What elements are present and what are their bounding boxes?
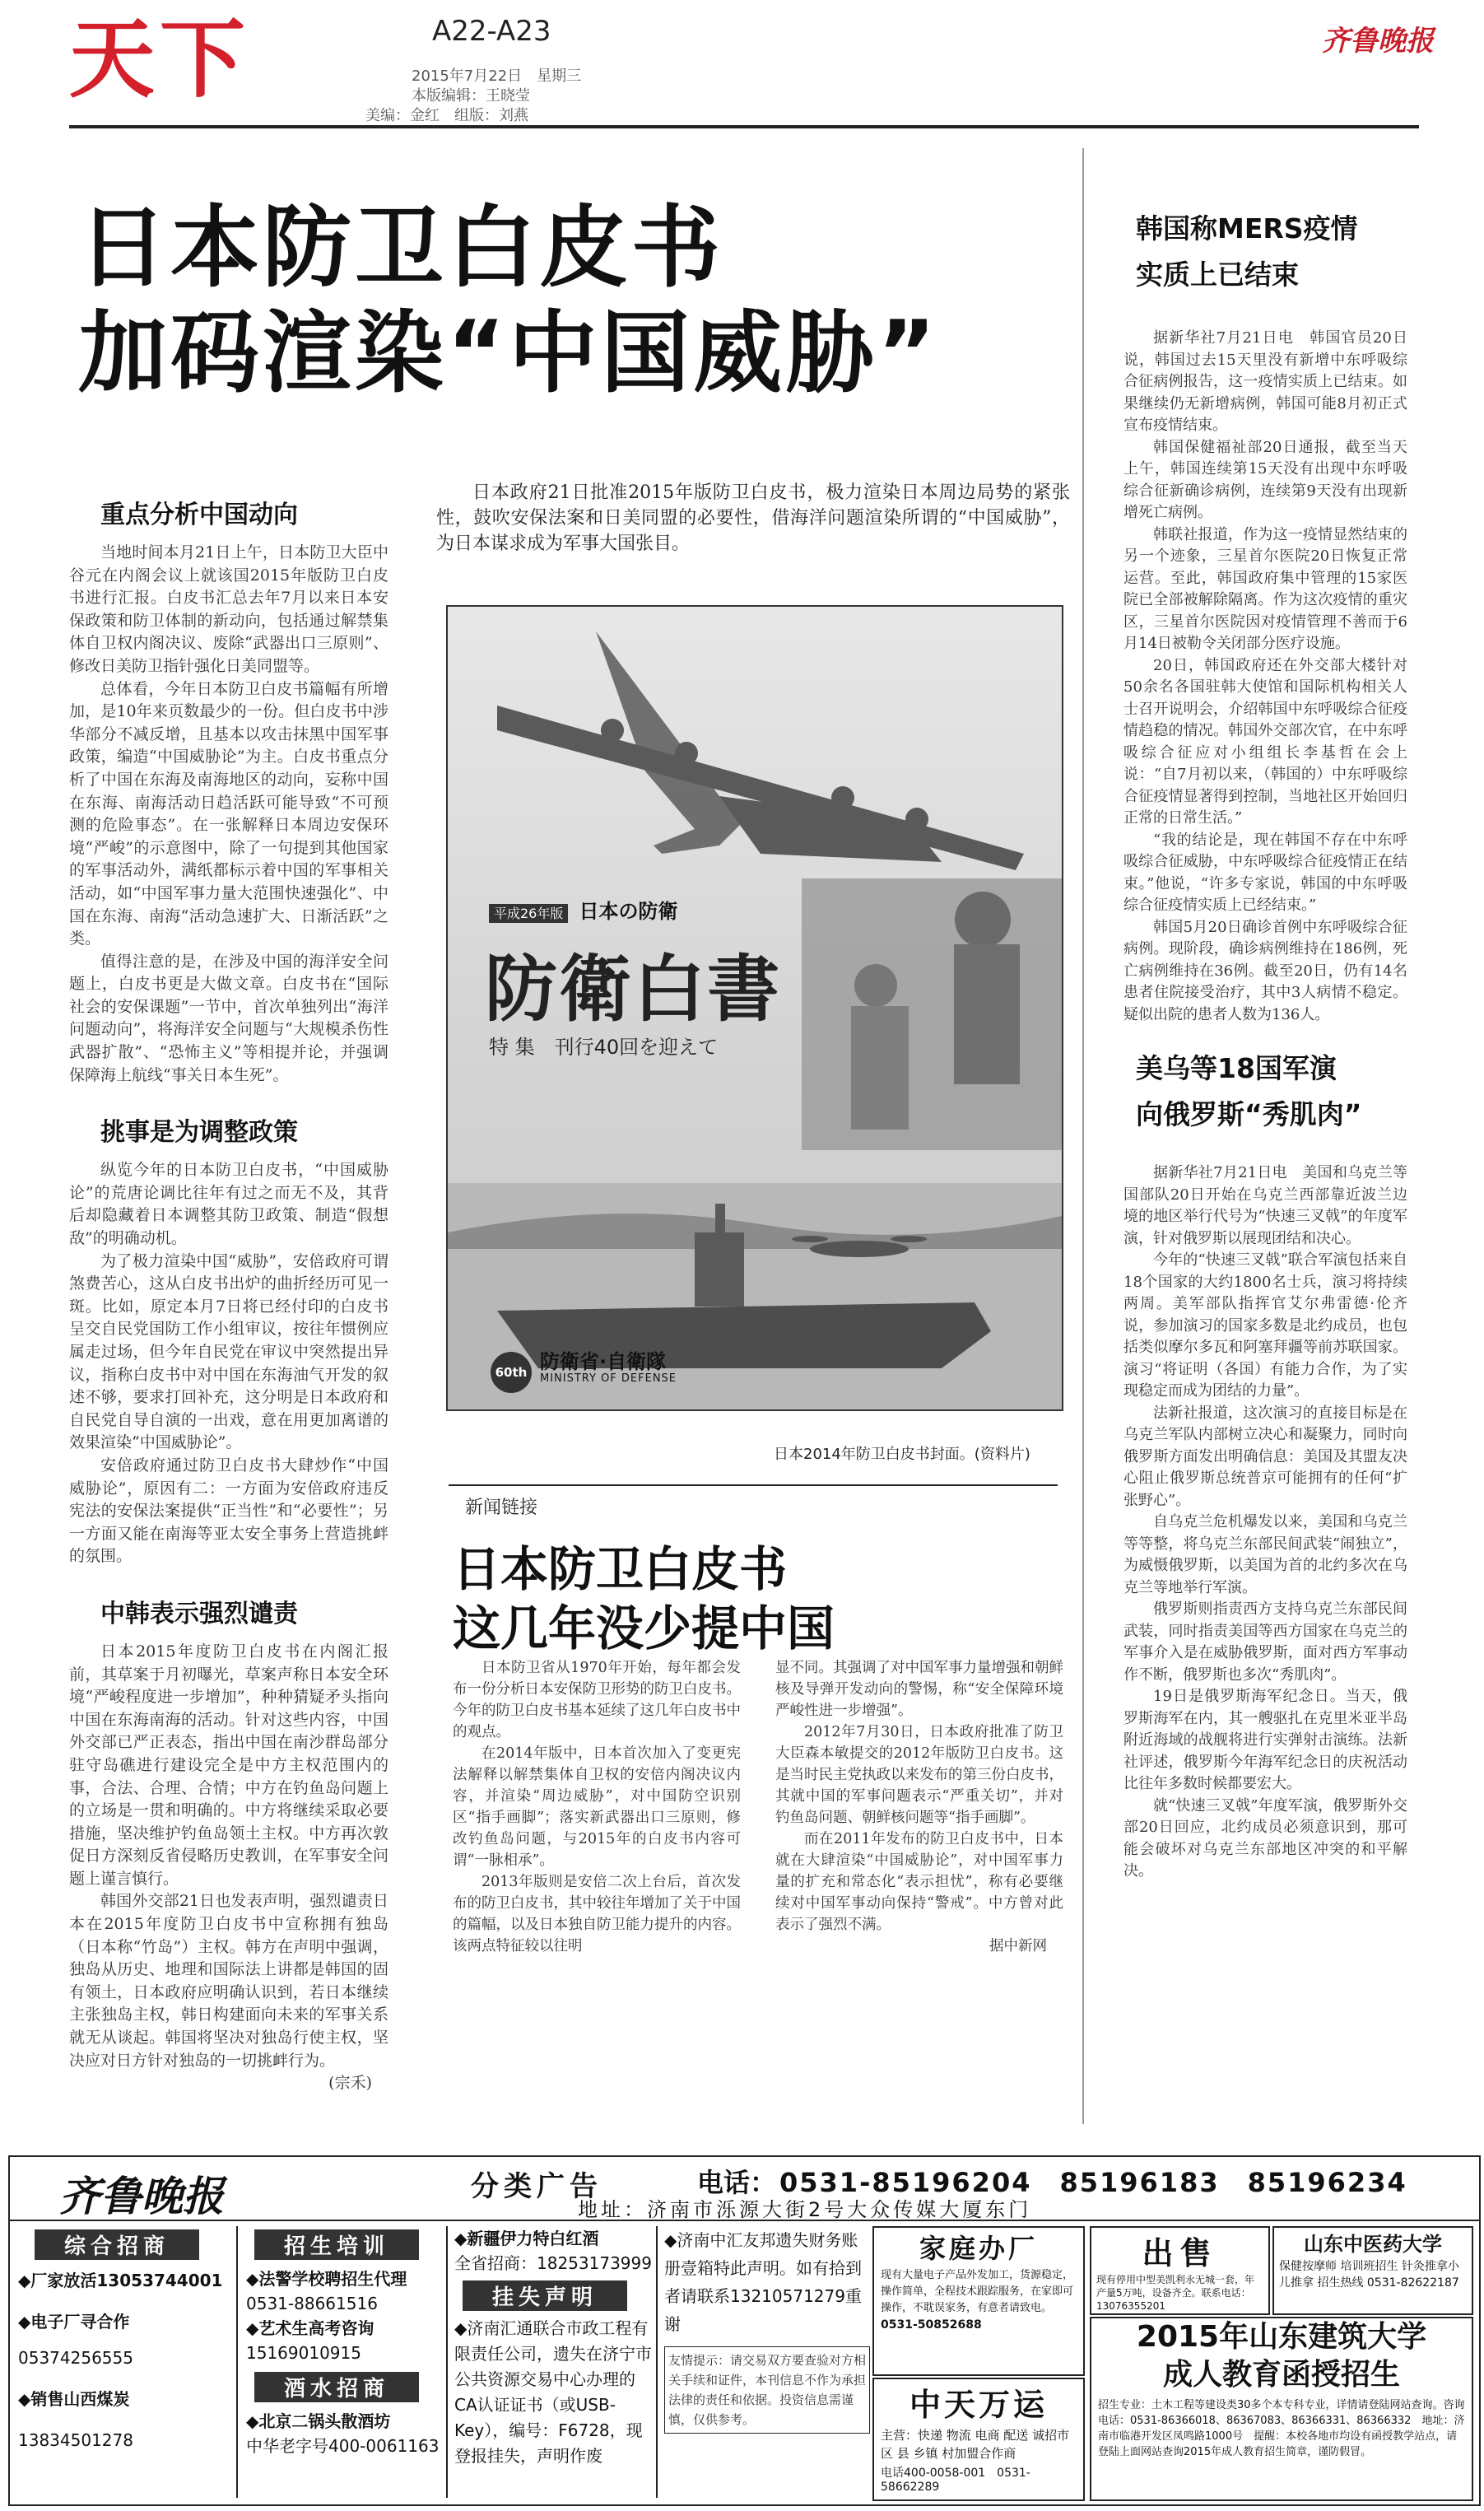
paragraph: 值得注意的是，在涉及中国的海洋安全问题上，白皮书更是大做文章。白皮书在“国际社会的安保课题”一节中，首次单独列出“海洋问题动向”，将海洋安全问题与“大规模杀伤性武器扩散”、“恐怖主义”等相提并论，并强调保障海上航线“事关日本生死”。 [69, 952, 388, 1084]
paragraph: 2012年7月30日，日本政府批准了防卫大臣森本敏提交的2012年版防卫白皮书。这是当时民主党执政以来发布的第三份白皮书，其就中国的军事问题表示“严重关切”，并对钓鱼岛问题、朝鲜核问题等“指手画脚”。 [775, 1724, 1063, 1826]
news-link-credit: 据中新网 [989, 1938, 1047, 1954]
section-1-body [69, 542, 388, 1087]
issue-date: 2015年7月22日 星期三 [412, 68, 582, 85]
paragraph: 为了极力渲染中国“威胁”，安倍政府可谓煞费苦心，这从白皮书出炉的曲折经历可见一斑。比如，原定本月7日将已经付印的白皮书呈交自民党国防工作小组审议，按往年惯例应属走过场，但今年自民党在审议中突然提出异议，指称白皮书中对中国在东海油气开发的叙述不够，要求打回补充，这分明是日本政府和自民党自导自演的一出戏，意在用更加离谱的效果渲染“中国威胁论”。 [69, 1251, 388, 1452]
ad-item: ◆法警学校聘招生代理 [246, 2269, 407, 2289]
ad-box-tcm [1272, 2226, 1473, 2315]
section-heading-3: 中韩表示强烈谴责 [100, 1599, 298, 1628]
section-title: 天下 [69, 9, 251, 109]
ad-header-title: 分类广告 [471, 2170, 602, 2203]
headline-line-1: 日本防卫白皮书 [78, 197, 724, 300]
paragraph: 19日是俄罗斯海军纪念日。当天，俄罗斯海军在内，其一艘驱扎在克里米亚半岛附近海域的战舰将进行实弹射击演练。法新社评述，俄罗斯今年海军纪念日的庆祝活动比往年多数时候都要宏大。 [1123, 1688, 1407, 1792]
ad-box-express [872, 2378, 1085, 2501]
ad-box-jianzhu [1090, 2317, 1473, 2501]
cover-label: 日本の防衛 [579, 900, 678, 923]
paragraph: 据新华社7月21日电 美国和乌克兰等国部队20日开始在乌克兰西部靠近波兰边境的地区举行代号为“快速三叉戟”的年度军演，针对俄罗斯以展现团结和决心。 [1123, 1164, 1407, 1247]
masthead [0, 0, 1484, 124]
paragraph: 而在2011年发布的防卫白皮书中，日本就在大肆渲染“中国威胁论”，对中国军事力量的扩充和常态化“表示担忧”，称有必要继续对中国军事动向保持“警戒”。中方曾对此表示了强烈不满。 [775, 1831, 1063, 1933]
ministry-badge: 60th [491, 1352, 532, 1393]
paragraph: 自乌克兰危机爆发以来，美国和乌克兰等等整，将乌克兰东部民间武装“闹独立”，为威慑俄罗斯，以美国为首的北约多次在乌克兰等地举行军演。 [1123, 1513, 1407, 1596]
ad-item: 0531-88661516 [246, 2294, 378, 2313]
main-headline [78, 196, 1107, 407]
ad-header [10, 2157, 1479, 2221]
ad-item: 13834501278 [18, 2430, 133, 2450]
cover-subtitle: 特 集 刊行40回を迎えて [489, 1036, 719, 1059]
paragraph: 总体看，今年日本防卫白皮书篇幅有所增加，是10年来页数最少的一份。但白皮书中涉华部分不减反增，且基本以攻击抹黑中国军事政策，编造“中国威胁论”为主。白皮书重点分析了中国在东海及南海地区的动向，妄称中国在东海、南海活动日趋活跃可能导致“不可预测的危险事态”。在一张解释日本周边安保环境“严峻”的示意图中，除了一句提到其他国家的军事活动外，满纸都标示着中国的军事相关活动，如“中国军事力量大范围快速强化”、中国在东海、南海“活动急速扩大、日渐活跃”之类。 [69, 679, 388, 948]
paragraph: 法新社报道，这次演习的直接目标是在乌克兰军队内部树立决心和凝聚力，同时向俄罗斯方面发出明确信息：美国及其盟友决心阻止俄罗斯总统普京可能拥有的任何“扩张野心”。 [1123, 1404, 1407, 1509]
editor-credit: 本版编辑：王晓莹 [412, 87, 530, 105]
ad-tip: 友情提示：请交易双方要查验对方相关手续和证件，本刊信息不作为承担法律的责任和依据。投资信息需谨慎，仅供参考。 [664, 2346, 870, 2434]
ad-item: ◆新疆伊力特白红酒 [454, 2229, 599, 2248]
paragraph: 2013年版则是安倍二次上台后，首次发布的防卫白皮书，其中较往年增加了关于中国的篇幅，以及日本独自防卫能力提升的内容。该两点特征较以往明 [453, 1874, 741, 1954]
ad-box-title: 成人教育函授招生 [1162, 2358, 1400, 2392]
ministry-jp: 防衛省·自衛隊 [540, 1350, 667, 1373]
headline-line-2: 加码渲染“中国威胁” [78, 302, 939, 405]
ad-box-body: 现有停用中型美凯利永无城一套，年产量5万吨，设备齐全。联系电话：13076355201 [1096, 2274, 1255, 2312]
ad-phone-label: 电话： [697, 2167, 777, 2198]
ad-box-title: 中天万运 [909, 2387, 1048, 2423]
sidebar-2-title [1136, 1046, 1420, 1138]
sidebar-1-title-line-1: 韩国称MERS疫情 [1136, 212, 1358, 245]
ad-address: 地址：济南市泺源大街2号大众传媒大厦东门 [578, 2198, 1032, 2221]
ad-box-body: 主营：快递 物流 电商 配送 诚招市 区 县 乡镇 村加盟合作商 [881, 2428, 1070, 2461]
paragraph: 在2014年版中，日本首次加入了变更宪法解释以解禁集体自卫权的安倍内阁决议内容，并渲染“周边威胁”，对中国防空识别区“指手画脚”；落实新武器出口三原则，修改钓鱼岛问题，与2015年的白皮书内容可谓“一脉相承”。 [453, 1745, 741, 1869]
news-link-col-2 [775, 1657, 1063, 1957]
paragraph: 韩国外交部21日也发表声明，强烈谴责日本在2015年度防卫白皮书中宣称拥有独岛（日本称“竹岛”）主权。韩方在声明中强调，独岛从历史、地理和国际法上讲都是韩国的固有领土，日本政府应明确认识到，若日本继续主张独岛主权，韩日构建面向未来的军事关系就无从谈起。韩国将坚决对独岛行使主权，坚决应对日方针对独岛的一切挑衅行为。 [69, 1892, 388, 2070]
news-link-tag: 新闻链接 [465, 1498, 538, 1518]
paragraph: 就“快速三叉戟”年度军演，俄罗斯外交部20日回应，北约成员必须意识到，那可能会破坏对乌克兰东部地区冲突的和平解决。 [1123, 1796, 1407, 1880]
sidebar-divider [1082, 148, 1084, 2124]
ad-item: ◆济南中汇友邦遗失财务账册壹箱特此声明。如有拾到者请联系13210571279重谢 [664, 2230, 862, 2334]
ad-item: ◆电子厂寻合作 [18, 2312, 130, 2332]
news-link-rule [449, 1484, 1058, 1486]
ad-item: ◆济南汇通联合市政工程有限责任公司，遗失在济宁市公共资源交易中心办理的CA认证证书（或USB-Key），编号：F6728，现登报挂失，声明作废 [454, 2318, 652, 2466]
sidebar-2-title-line-2: 向俄罗斯“秀肌肉” [1136, 1098, 1362, 1130]
ad-col-notices [446, 2226, 656, 2498]
article-lead: 日本政府21日批准2015年版防卫白皮书，极力渲染日本周边局势的紧张性，鼓吹安保法案和日美同盟的必要性，借海洋问题渲染所谓的“中国威胁”，为日本谋求成为军事大国张目。 [436, 482, 1070, 554]
sidebar-2-body [1123, 1162, 1407, 1883]
paragraph: 日本2015年度防卫白皮书在内阁汇报前，其草案于月初曝光，草案声称日本安全环境“严峻程度进一步增加”，种种猜疑矛头指向中国在东海南海的活动。针对这些内容，中国外交部已严正表态，指出中国在南沙群岛部分驻守岛礁进行建设完全是中方主权范围内的事，合法、合理、合情；中方在钓鱼岛问题上的立场是一贯和明确的。中方将继续采取必要措施，坚决维护钓鱼岛领土主权。中方再次敦促日方深刻反省侵略历史教训，在军事安全问题上谨言慎行。 [69, 1642, 388, 1888]
section-heading-2: 挑事是为调整政策 [100, 1118, 298, 1148]
ad-item: ◆艺术生高考咨询 [246, 2318, 374, 2338]
ad-box-body: 保健按摩师 培训班招生 针灸推拿小儿推拿 招生热线 0531-82622187 [1279, 2260, 1459, 2290]
ad-col-lost [656, 2226, 870, 2498]
ad-item: 15169010915 [246, 2343, 361, 2363]
ad-box-sale [1090, 2226, 1270, 2315]
page-numbers: A22-A23 [432, 15, 551, 48]
sidebar-1-title-line-2: 实质上已结束 [1136, 259, 1299, 291]
paragraph: 20日，韩国政府还在外交部大楼针对50余名各国驻韩大使馆和国际机构相关人士召开说明会，介绍韩国中东呼吸综合征疫情趋稳的情况。韩国外交部次官，在中东呼吸综合征应对小组组长李基哲在会上说：“自7月初以来，（韩国的）中东呼吸综合征疫情显著得到控制，当地社区开始回归正常的日常生活。” [1123, 656, 1407, 827]
ad-box-phone: 0531-50852688 [881, 2318, 982, 2332]
news-link-headline-line-1: 日本防卫白皮书 [453, 1541, 788, 1597]
cover-small-label: 平成26年版 [489, 904, 568, 923]
paragraph: 今年的“快速三叉戟”联合军演包括来自18个国家的大约1800名士兵，演习将持续两周。美军部队指挥官艾尔弗雷德·伦齐说，参加演习的国家多数是北约成员，也包括类似摩尔多瓦和阿塞拜疆等前苏联国家。演习“将证明（各国）有能力合作，为了实现稳定而成为团结的力量”。 [1123, 1251, 1407, 1400]
paragraph: “我的结论是，现在韩国不存在中东呼吸综合征威胁，中东呼吸综合征疫情正在结束。”他说，“许多专家说，韩国的中东呼吸综合征疫情实质上已经结束。” [1123, 831, 1407, 914]
ad-box-title: 2015年山东建筑大学 [1136, 2320, 1427, 2354]
ad-box-home-factory [872, 2226, 1085, 2376]
photo-caption: 日本2014年防卫白皮书封面。(资料片) [774, 1446, 1030, 1463]
ad-item: 全省招商：18253173999 [454, 2253, 652, 2273]
paragraph: 据新华社7月21日电 韩国官员20日说，韩国过去15天里没有新增中东呼吸综合征病例报告，这一疫情实质上已结束。如果继续仍无新增病例，韩国可能8月初正式宣布疫情结束。 [1123, 329, 1407, 434]
ad-label: 酒水招商 [254, 2372, 419, 2402]
sidebar-2-title-line-1: 美乌等18国军演 [1136, 1052, 1337, 1084]
paragraph: 韩国保健福祉部20日通报，截至当天上午，韩国连续第15天没有出现中东呼吸综合征新确诊病例，连续第9天没有出现新增死亡病例。 [1123, 438, 1407, 521]
ad-item: 中华老字号400-0061163 [246, 2436, 440, 2456]
ad-label: 综合招商 [35, 2229, 199, 2260]
section-2-body [69, 1159, 388, 1568]
sidebar-1-title [1136, 206, 1420, 298]
transport-plane-icon [497, 631, 1024, 870]
ad-label: 招生培训 [254, 2229, 419, 2260]
cover-photo [446, 605, 1063, 1411]
paragraph: 韩国5月20日确诊首例中东呼吸综合征病例。现阶段，确诊病例维持在186例，死亡病例维持在36例。截至20日，仍有14名患者住院接受治疗，其中3人病情不稳定。疑似出院的患者人数为136人。 [1123, 918, 1407, 1023]
sidebar-1-body [1123, 328, 1407, 1026]
news-link-headline-line-2: 这几年没少提中国 [453, 1600, 835, 1656]
ad-box-title: 出售 [1142, 2235, 1218, 2271]
paragraph: 纵览今年的日本防卫白皮书，“中国威胁论”的荒唐论调比往年有过之而无不及，其背后却隐藏着日本调整其防卫政策、制造“假想敌”的明确动机。 [69, 1161, 388, 1248]
section-heading-1: 重点分析中国动向 [100, 501, 298, 529]
ministry-en: MINISTRY OF DEFENSE [540, 1372, 677, 1385]
article-left-column [69, 494, 388, 2095]
ad-col-training [236, 2226, 452, 2498]
ad-col-recruit [18, 2226, 232, 2453]
right-sidebar [1099, 148, 1420, 1883]
ad-item: ◆销售山西煤炭 [18, 2389, 130, 2409]
ad-box-body: 现有大量电子产品外发加工，货源稳定，操作简单，全程技术跟踪服务，在家即可操作，不耽误家务，有意者请致电。 [881, 2269, 1074, 2314]
paragraph: 俄罗斯则指责西方支持乌克兰东部民间武装，同时指责美国等西方国家在乌克兰的军事介入是在威胁俄罗斯，面对西方军事动作不断，俄罗斯也多次“秀肌肉”。 [1123, 1600, 1407, 1684]
classified-ads [8, 2155, 1481, 2506]
ad-item: ◆北京二锅头散酒坊 [246, 2411, 391, 2431]
ad-box-body: 招生专业：土木工程等建设类30多个本专科专业，详情请登陆网站查询。咨询电话：0531-86366018、86367083、86366331、86366332 地址：济南市临港开发区凤鸣路1000号 提醒：本校各地市均设有函授教学站点，请登陆上面网站查询2015年成人教育招生简章，谨防假冒。 [1098, 2399, 1465, 2458]
paragraph: 韩联社报道，作为这一疫情显然结束的另一个迹象，三星首尔医院20日恢复正常运营。至此，韩国政府集中管理的15家医院已全部被解除隔离。作为这次疫情的重灾区，三星首尔医院因对疫情管理不善而于6月14日被勒令关闭部分医疗设施。 [1123, 525, 1407, 652]
cover-label-box [489, 895, 677, 924]
article-credit: (宗禾) [328, 2074, 372, 2093]
paragraph: 安倍政府通过防卫白皮书大肆炒作“中国威胁论”，原因有二：一方面为安倍政府违反宪法的安保法案提供“正当性”和“必要性”；另一方面又能在南海等亚太安全事务上营造挑衅的氛围。 [69, 1456, 388, 1566]
section-3-body [69, 1641, 388, 2095]
ad-phones: 0531-85196204 85196183 85196234 [779, 2167, 1407, 2198]
paper-logo: 齐鲁晚报 [1322, 25, 1434, 58]
ad-box-phone: 电话400-0058-001 0531-58662289 [881, 2467, 1030, 2494]
ad-item: 05374256555 [18, 2348, 133, 2368]
ad-box-title: 家庭办厂 [919, 2233, 1038, 2264]
paragraph: 显不同。其强调了对中国军事力量增强和朝鲜核及导弹开发动向的警惕，称“安全保障环境严峻性进一步增强”。 [775, 1660, 1063, 1719]
masthead-rule [69, 125, 1419, 128]
news-link-col-1 [453, 1657, 741, 1957]
paragraph: 当地时间本月21日上午，日本防卫大臣中谷元在内阁会议上就该国2015年版防卫白皮书进行汇报。白皮书汇总去年7月以来日本安保政策和防卫体制的新动向，包括通过解禁集体自卫权内阁决议、废除“武器出口三原则”、修改日美防卫指针强化日美同盟等。 [69, 543, 388, 675]
paragraph: 日本防卫省从1970年开始，每年都会发布一份分析日本安保防卫形势的防卫白皮书。今年的防卫白皮书基本延续了这几年白皮书中的观点。 [453, 1660, 741, 1740]
ad-brand: 齐鲁晚报 [59, 2172, 224, 2220]
design-credit: 美编：金红 组版：刘燕 [365, 107, 528, 124]
ad-box-title: 山东中医药大学 [1304, 2233, 1442, 2256]
cover-title: 防衛白書 [485, 947, 782, 1032]
news-link-headline [453, 1540, 835, 1658]
ad-item: ◆厂家放活13053744001 [18, 2271, 223, 2290]
ad-label: 挂失声明 [463, 2280, 627, 2311]
